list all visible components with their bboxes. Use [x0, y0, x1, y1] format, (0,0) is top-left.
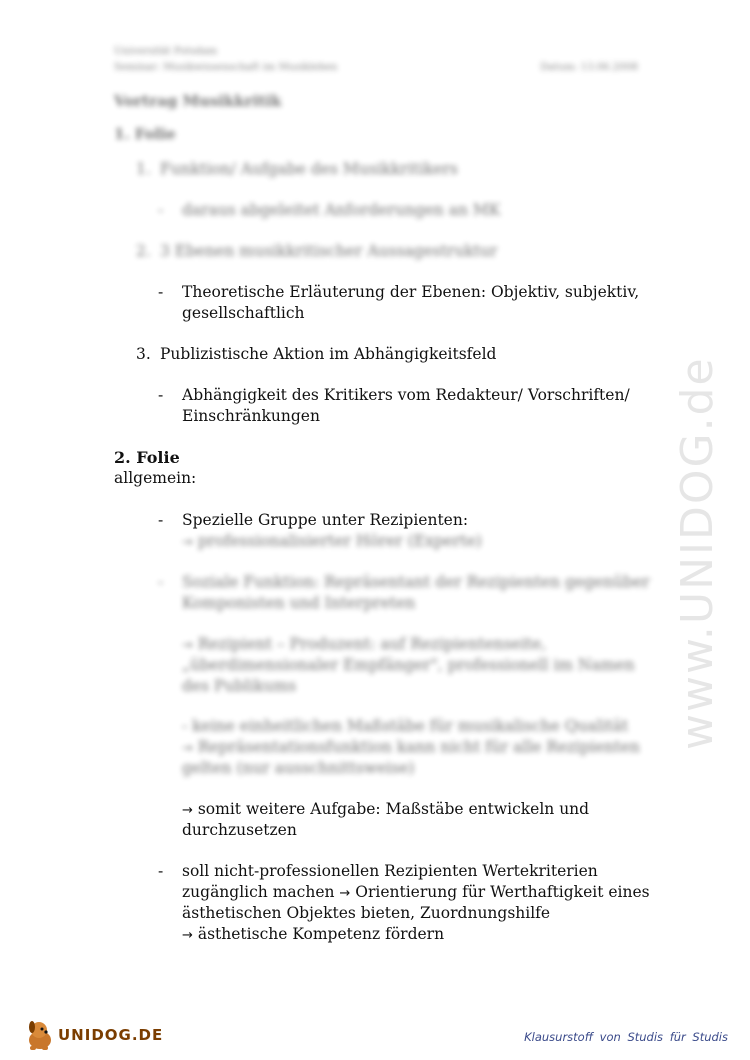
- arrow-icon: →: [339, 886, 351, 901]
- folie2-bullet-2-para2-line3: des Publikums: [182, 677, 297, 695]
- arrow-icon: →: [182, 535, 193, 550]
- arrow-icon: →: [182, 741, 193, 756]
- header-date: Datum: 13.06.2008: [540, 62, 638, 73]
- folie2-bullet-3-line4: ästhetische Kompetenz fördern: [197, 925, 445, 943]
- folie2-bullet-2-para2-line2: „überdimensionaler Empfänger", professionell im Namen: [182, 656, 635, 674]
- folie2-bullet-3-line2b: Orientierung für Werthaftigkeit eines: [355, 883, 650, 901]
- folie1-item-2-sub-line1: Theoretische Erläuterung der Ebenen: Objektiv, subjektiv,: [182, 283, 640, 301]
- folie2-bullet-2-line1: Soziale Funktion: Repräsentant der Rezipienten gegenüber: [182, 573, 650, 591]
- item-number: 3.: [136, 345, 151, 363]
- folie2-intro: allgemein:: [114, 469, 197, 487]
- bullet-dash: -: [158, 511, 164, 529]
- folie2-bullet-2-para3-line3: gelten (nur ausschnittsweise): [182, 759, 415, 777]
- header-university: Universität Potsdam: [114, 46, 218, 57]
- arrow-icon: →: [182, 638, 193, 653]
- folie2-bullet-2-para3-line1: - keine einheitlichen Maßstäbe für musikalische Qualität: [182, 717, 629, 735]
- folie2-bullet-3-line1: soll nicht-professionellen Rezipienten Wertekriterien: [182, 862, 598, 880]
- folie1-item-2: 3 Ebenen musikkritischer Aussagestruktur: [160, 242, 498, 260]
- bullet-dash: -: [158, 283, 164, 301]
- item-number: 2.: [136, 242, 151, 260]
- folie2-bullet-3-line2a: zugänglich machen: [182, 883, 335, 901]
- item-number: 1.: [136, 160, 151, 178]
- folie2-bullet-2-para4-line1: somit weitere Aufgabe: Maßstäbe entwickeln und: [197, 800, 590, 818]
- folie1-item-2-sub-line2: gesellschaftlich: [182, 304, 305, 322]
- bullet-dash: -: [158, 386, 164, 404]
- watermark: [650, 250, 740, 770]
- folie2-bullet-2-para2-line1: Rezipient – Produzent: auf Rezipientenseite,: [197, 635, 547, 653]
- folie2-bullet-3-line3: ästhetischen Objektes bieten, Zuordnungshilfe: [182, 904, 551, 922]
- folie1-item-3-sub-line2: Einschränkungen: [182, 407, 320, 425]
- folie2-heading: 2. Folie: [114, 448, 180, 467]
- watermark-text: www.UNIDOG.de: [672, 356, 723, 750]
- bullet-dash: -: [158, 573, 164, 591]
- folie2-bullet-2-para4-line2: durchzusetzen: [182, 821, 297, 839]
- folie2-bullet-1-detail: professionalisierter Hörer (Experte): [197, 532, 482, 550]
- arrow-icon: →: [182, 803, 193, 818]
- arrow-icon: →: [182, 928, 193, 943]
- document-title: Vortrag Musikkritik: [114, 92, 282, 110]
- folie1-item-3-sub-line1: Abhängigkeit des Kritikers vom Redakteur/ Vorschriften/: [182, 386, 630, 404]
- bullet-dash: -: [158, 201, 164, 219]
- folie2-bullet-2-para3-line2: Repräsentationsfunktion kann nicht für alle Rezipienten: [197, 738, 640, 756]
- bullet-dash: -: [158, 862, 164, 880]
- footer-tagline: Klausurstoff von Studis für Studis: [524, 1030, 728, 1044]
- unidog-logo: [22, 1018, 162, 1052]
- folie2-bullet-2-line2: Komponisten und Interpreten: [182, 594, 416, 612]
- folie1-item-3: Publizistische Aktion im Abhängigkeitsfeld: [160, 345, 497, 363]
- folie1-item-1-sub: daraus abgeleitet Anforderungen an MK: [182, 201, 501, 219]
- dog-icon: [22, 1018, 58, 1052]
- logo-text: UNIDOG.DE: [58, 1026, 164, 1044]
- folie1-item-1: Funktion/ Aufgabe des Musikkritikers: [160, 160, 458, 178]
- folie2-bullet-1: Spezielle Gruppe unter Rezipienten:: [182, 511, 469, 529]
- header-seminar: Seminar: Musikwissenschaft im Musikleben: [114, 62, 338, 73]
- folie1-heading: 1. Folie: [114, 125, 176, 143]
